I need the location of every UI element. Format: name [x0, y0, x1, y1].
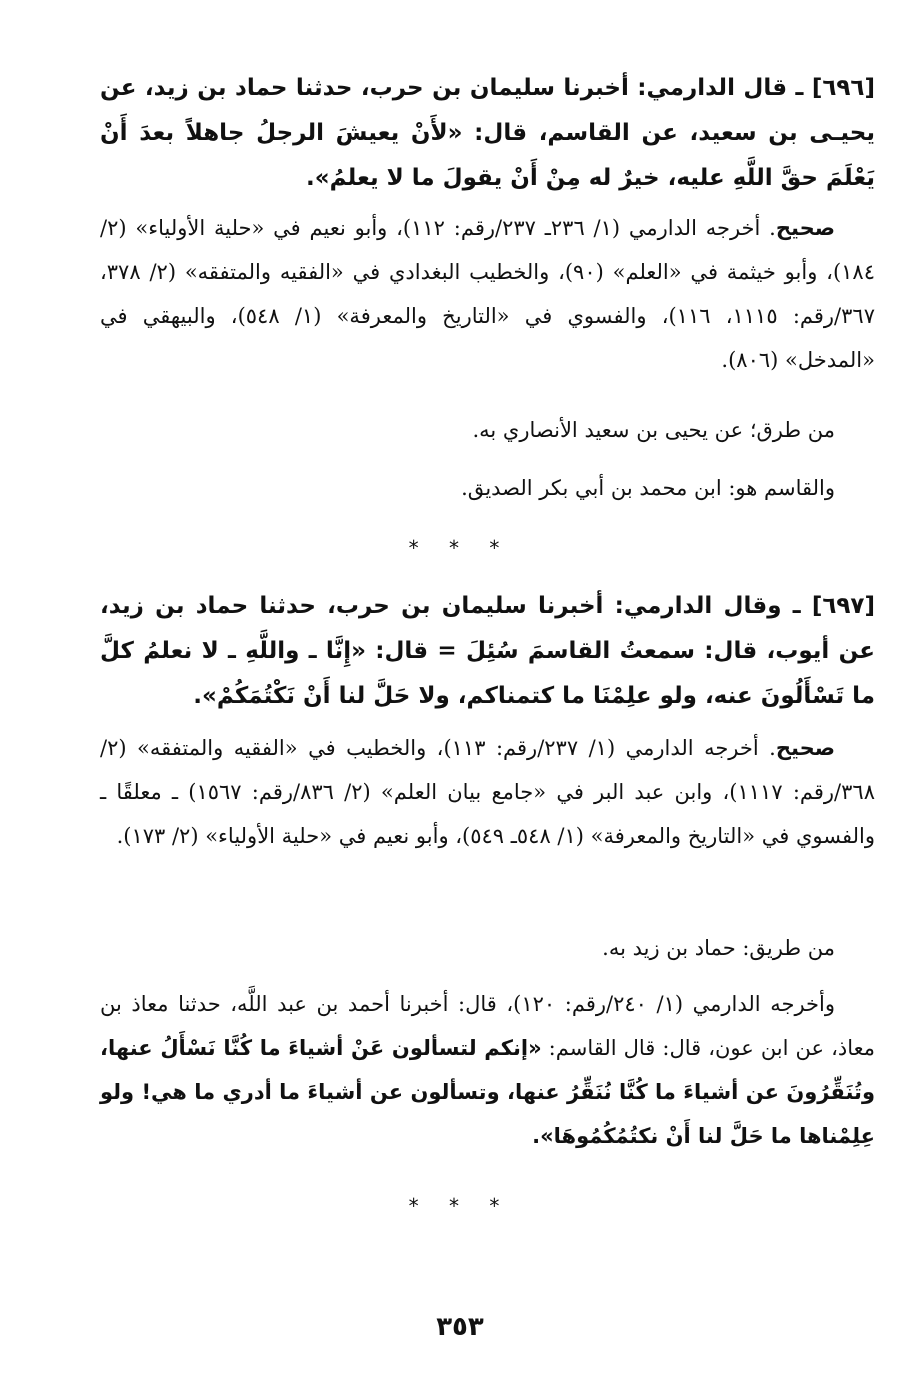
hadith-697-text: [٦٩٧] ـ وقال الدارمي: أخبرنا سليمان بن حرب، حدثنا حماد بن زيد، عن أيوب، قال: سمعتُ القاسمَ سُئِلَ = قال: «إِنَّا ـ واللَّهِ ـ لا نعلمُ كلَّ ما تَسْأَلُونَ عنه، ولو علِمْنَا ما كتمناكم، ولا حَلَّ لنا أَنْ نَكْتُمَكُمْ». [100, 593, 875, 709]
section-separator: * * * [408, 536, 512, 560]
grading-696: صحيح [775, 216, 835, 240]
route-note-697: من طريق: حماد بن زيد به. [602, 936, 835, 960]
qasim-note-696: والقاسم هو: ابن محمد بن أبي بكر الصديق. [461, 476, 835, 500]
grading-697: صحيح [775, 736, 835, 760]
takhrij-697-text: . أخرجه الدارمي (١/ ٢٣٧/رقم: ١١٣)، والخطيب في «الفقيه والمتفقه» (٢/ ٣٦٨/رقم: ١١١٧)، وابن عبد البر في «جامع بيان العلم» (٢/ ٨٣٦/رقم: ١٥٦٧) ـ معلقًا ـ والفسوي في «التاريخ والمعرفة» (١/ ٥٤٨ـ ٥٤٩)، وأبو نعيم في «حلية الأولياء» (٢/ ١٧٣). [100, 736, 875, 848]
takhrij-696 [100, 206, 875, 382]
section-separator: * * * [408, 1194, 512, 1218]
takhrij-696-text: . أخرجه الدارمي (١/ ٢٣٦ـ ٢٣٧/رقم: ١١٢)، وأبو نعيم في «حلية الأولياء» (٢/ ١٨٤)، وأبو خيثمة في «العلم» (٩٠)، والخطيب البغدادي في «الفقيه والمتفقه» (٢/ ٣٧٨، ٣٦٧/رقم: ١١١٥، ١١٦)، والفسوي في «التاريخ والمعرفة» (١/ ٥٤٨)، والبيهقي في «المدخل» (٨٠٦). [100, 216, 875, 372]
extra-report-plain: وأخرجه الدارمي (١/ ٢٤٠/رقم: ١٢٠)، قال: أخبرنا أحمد بن عبد اللَّه، حدثنا معاذ بن معاذ، عن ابن عون، قال: قال القاسم: [100, 992, 875, 1060]
page-number: ٣٥٣ [436, 1312, 484, 1342]
hadith-696-text: [٦٩٦] ـ قال الدارمي: أخبرنا سليمان بن حرب، حدثنا حماد بن زيد، عن يحيـى بن سعيد، عن القاسم، قال: «لأَنْ يعيشَ الرجلُ جاهلاً بعدَ أَنْ يَعْلَمَ حقَّ اللَّهِ عليه، خيرٌ له مِنْ أَنْ يقولَ ما لا يعلمُ». [100, 75, 875, 191]
extra-report-697 [100, 982, 875, 1158]
takhrij-697 [100, 726, 875, 858]
extra-report-quote: «إنكم لتسألون عَنْ أشياءَ ما كُنَّا نَسْأَلُ عنها، وتُنَقِّرُونَ عن أشياءَ ما كُنَّا نُنَقِّرُ عنها، وتسألون عن أشياءَ ما أدري ما هي! ولو عِلِمْناها ما حَلَّ لنا أَنْ نكتُمُكُمُوهَا». [100, 1036, 875, 1148]
route-note-696: من طرق؛ عن يحيى بن سعيد الأنصاري به. [472, 418, 835, 442]
